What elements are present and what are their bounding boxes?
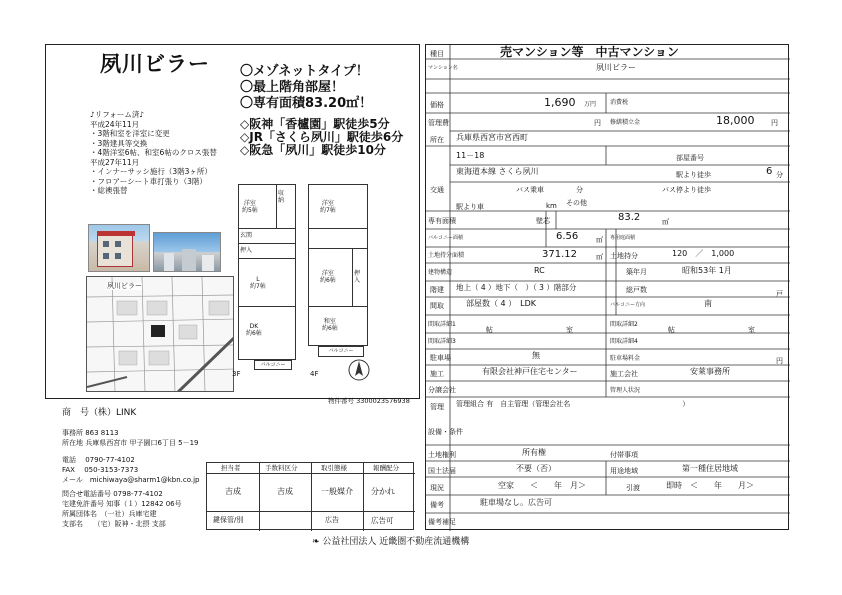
summary-value: 一般媒介 — [321, 487, 353, 496]
plan1-unit: 帖 — [486, 326, 493, 334]
use-law-value: 不要（否） — [516, 464, 556, 473]
mail: メール michiwaya@sharm1@kbn.co.jp — [62, 476, 200, 484]
bus-walk: バス停より徒歩 — [662, 186, 711, 194]
reform-notes — [90, 110, 217, 196]
parking-fee-unit: 円 — [776, 357, 783, 365]
summary-header: 手数料区分 — [265, 464, 298, 472]
type-label: 種目 — [430, 50, 444, 58]
notes-label: 備考 — [430, 501, 444, 509]
built-value: 昭和53年 1月 — [682, 266, 732, 275]
built-label: 築年月 — [626, 268, 647, 276]
license: 事務所 863 8113 — [62, 429, 119, 437]
bus-min: 分 — [576, 186, 583, 194]
summary-value: 分かれ — [371, 487, 395, 496]
car-unit: km — [546, 202, 557, 210]
status-value: 空家 ＜ 年 月＞ — [498, 481, 586, 490]
room-3f-dk: DK 約6帖 — [246, 323, 262, 338]
parking-label: 駐車場 — [430, 354, 451, 362]
highlights — [240, 64, 372, 112]
reform-line: ・インナーサッシ施行（3階3ヶ所） — [90, 167, 212, 176]
summary-header: 取引態様 — [321, 464, 347, 472]
builder-label: 施工会社 — [610, 370, 638, 378]
land-value: 371.12 — [542, 249, 577, 260]
zone-label: 用途地域 — [610, 467, 638, 475]
floor-4f-label: 4F — [310, 370, 319, 378]
footer-org — [312, 538, 469, 547]
phone: 電話 0790-77-4102 — [62, 456, 135, 464]
plan4-label: 間取詳細4 — [610, 338, 638, 345]
units-label: 総戸数 — [626, 286, 647, 294]
reform-title: ♪リフォーム済♪ — [90, 110, 145, 119]
summary-header: 担当者 — [221, 464, 241, 472]
struct-label: 建物構造 — [428, 269, 453, 276]
land-right-value: 所有権 — [522, 448, 546, 457]
car-label: 駅より車 — [456, 203, 484, 211]
contact-tel: 問合せ電話番号 0798-77-4102 — [62, 490, 163, 498]
plan2-unit: 帖 — [668, 326, 675, 334]
room-4f-western-7: 洋室 約7帖 — [320, 200, 336, 215]
summary-value: 吉成 — [225, 487, 241, 496]
summary-value: 吉成 — [277, 487, 293, 496]
summary-row2: 鍵保管/別 — [213, 516, 244, 524]
addr-value: 兵庫県西宮市宮西町 — [456, 133, 528, 142]
view-photo — [153, 232, 221, 272]
seller-label: 施工 — [430, 370, 444, 378]
reform-line: 平成24年11月 — [90, 119, 140, 129]
bus-label: バス乗車 — [516, 186, 544, 194]
room-3f-closet: 押入 — [240, 247, 253, 254]
reform-line: ・3階建具等交換 — [90, 138, 148, 148]
balcony-unit: ㎡ — [596, 236, 603, 244]
access-1: ◇阪神「香櫨園」駅徒歩5分 — [240, 117, 390, 131]
room-label: 部屋番号 — [676, 154, 704, 162]
reform-line: ・総襖張替 — [90, 186, 128, 195]
land-right-label: 土地権利 — [428, 451, 456, 459]
reform-line: 平成27年11月 — [90, 157, 140, 167]
garden-label: 専用庭面積 — [610, 235, 636, 241]
balc-dir-value: 南 — [704, 299, 712, 308]
summary-table — [206, 462, 414, 530]
remarks-label: 設備・条件 — [428, 428, 463, 436]
zone-value: 第一種住居地域 — [682, 464, 738, 473]
parking-value: 無 — [532, 351, 540, 360]
org-logo-icon: ❧ — [312, 537, 323, 547]
property-name: 夙川ビラー — [100, 52, 210, 76]
north-arrow-icon — [346, 358, 372, 382]
room-4f-japanese: 和室 約6帖 — [322, 318, 338, 333]
addr2-value: 11－18 — [456, 151, 485, 160]
price-unit: 万円 — [584, 101, 597, 108]
license-no: 宅建免許番号 知事（１）12842 06号 — [62, 500, 182, 508]
address: 所在地 兵庫県西宮市 甲子園口6丁目 5－19 — [62, 439, 199, 447]
plan3-label: 間取詳細3 — [428, 338, 456, 345]
room-4f-western-6: 洋室 約6帖 — [320, 270, 336, 285]
highlight-1: 〇メゾネットタイプ！ — [240, 64, 369, 79]
plan1-unit2: 室 — [566, 326, 573, 334]
price-label: 価格 — [430, 101, 444, 109]
developer-label: 分譲会社 — [428, 386, 456, 394]
listing-number: 物件番号 3300023576938 — [328, 397, 410, 405]
summary-row2: 広告可 — [371, 516, 394, 525]
name-value: 夙川ビラー — [596, 63, 636, 72]
floor-plan: 洋室 約5帖 収 納 玄関 押入 L 約7帖 DK 約6帖 バルコニー 3F 洋室 約7帖 洋室 約6帖 押 入 和室 約6帖 バルコニー 4F — [228, 178, 403, 383]
area-value: 83.2 — [618, 212, 641, 223]
company-info — [62, 408, 199, 529]
mgmt-unit: 円 — [594, 119, 601, 127]
map-drawing — [87, 277, 234, 392]
area-unit: ㎡ — [662, 218, 669, 226]
floors-value: 地上（ 4 ）地下（ ）（ 3 ）階部分 — [456, 283, 577, 292]
room-3f-entry: 玄関 — [240, 232, 253, 239]
trade-name: 商 号（株）LINK — [62, 408, 137, 418]
floor-3f-label: 3F — [232, 370, 241, 378]
reform-line: ・フロアーシート車打張り（3階） — [90, 176, 207, 186]
walk-label: 駅より徒歩 — [676, 171, 711, 179]
location-map — [86, 276, 234, 392]
caretaker-label: 管理人状況 — [610, 387, 641, 394]
fax: FAX 050-3153-7373 — [62, 466, 139, 474]
layout-label: 間取 — [430, 302, 444, 310]
line-value: 東海道本線 さくら夙川 — [456, 167, 539, 176]
reform-line: ・4階洋室6帖、和室6帖のクロス張替 — [90, 148, 217, 157]
reform-line: ・3階和室を洋室に変更 — [90, 129, 170, 138]
line-label: 交通 — [430, 186, 444, 194]
land-unit: ㎡ — [596, 253, 603, 261]
room-3f-western: 洋室 約5帖 — [242, 200, 258, 215]
tax-label: 消費税 — [610, 99, 629, 106]
repair-unit: 円 — [771, 119, 778, 127]
other-label: その他 — [566, 199, 587, 207]
association: 所属団体名 （一社）兵庫宅建 — [62, 510, 157, 518]
handover-value: 即時 ＜ 年 月＞ — [666, 481, 754, 490]
land-label: 土地持分面積 — [428, 252, 465, 259]
mgmt-label: 管理費 — [428, 119, 449, 127]
mgmt-label2: 管理 — [430, 403, 444, 411]
repair-label: 修繕積立金 — [610, 119, 641, 126]
mgmt-value: 管理組合 有 自主管理（管理会社名 ） — [456, 400, 690, 408]
building-photo — [88, 224, 150, 272]
highlight-3: 〇専有面積83.20㎡！ — [240, 96, 373, 111]
extra-label: 備考補足 — [428, 518, 456, 526]
walk-unit: 分 — [776, 171, 783, 179]
name-label: マンション名 — [428, 65, 458, 71]
walk-value: 6 — [766, 166, 773, 177]
builder-value: 安萊事務所 — [690, 367, 730, 376]
handover-label: 引渡 — [626, 484, 640, 492]
access-list — [240, 118, 403, 157]
balcony-4f: バルコニー — [318, 346, 364, 357]
room-3f-storage: 収 納 — [278, 190, 285, 205]
notes-value: 駐車場なし。広告可 — [480, 498, 552, 507]
access-2: ◇JR「さくら夙川」駅徒歩6分 — [240, 130, 404, 144]
branch: 支部名 （宅）阪神・北摂 支部 — [62, 520, 166, 528]
area-label: 専有面積 — [428, 217, 456, 225]
balc-dir-label: バルコニー方向 — [610, 302, 646, 308]
units-unit: 戸 — [776, 290, 783, 298]
plan1-label: 間取詳細1 — [428, 321, 456, 328]
seller-value: 有限会社神戸住宅センター — [482, 367, 578, 376]
share-label: 土地持分 — [610, 252, 638, 260]
room-3f-living: L 約7帖 — [250, 276, 266, 291]
balcony-value: 6.56 — [556, 231, 579, 242]
repair-value: 18,000 — [716, 114, 755, 127]
struct-value: RC — [534, 266, 545, 275]
use-law-label: 国土法届 — [428, 467, 456, 475]
layout-value: 部屋数（ 4 ） LDK — [466, 299, 537, 308]
addr-label: 所在 — [430, 136, 444, 144]
highlight-2: 〇最上階角部屋！ — [240, 80, 345, 95]
floors-label: 階建 — [430, 286, 444, 294]
room-4f-closet: 押 入 — [354, 270, 361, 285]
property-form — [425, 44, 789, 530]
map-label: 夙川ビラー — [107, 282, 142, 290]
plan2-label: 間取詳細2 — [610, 321, 638, 328]
area-kind: 壁芯 — [536, 217, 550, 225]
price-value: 1,690 — [544, 96, 576, 109]
footer-text: 公益社団法人 近畿圏不動産流通機構 — [322, 537, 470, 547]
parking-fee-label: 駐車場料金 — [610, 355, 641, 362]
summary-row2: 広告 — [325, 516, 339, 524]
summary-header: 報酬配分 — [373, 464, 399, 472]
restrict-label: 付帯事項 — [610, 451, 638, 459]
access-3: ◇阪急「夙川」駅徒歩10分 — [240, 143, 386, 157]
type-value: 売マンション等 中古マンション — [500, 45, 679, 59]
balcony-label: バルコニー面積 — [428, 235, 464, 241]
floor-4f-outline — [308, 184, 368, 346]
status-label: 現況 — [430, 484, 444, 492]
plan2-unit2: 室 — [748, 326, 755, 334]
share-value: 120 ／ 1,000 — [672, 249, 735, 258]
